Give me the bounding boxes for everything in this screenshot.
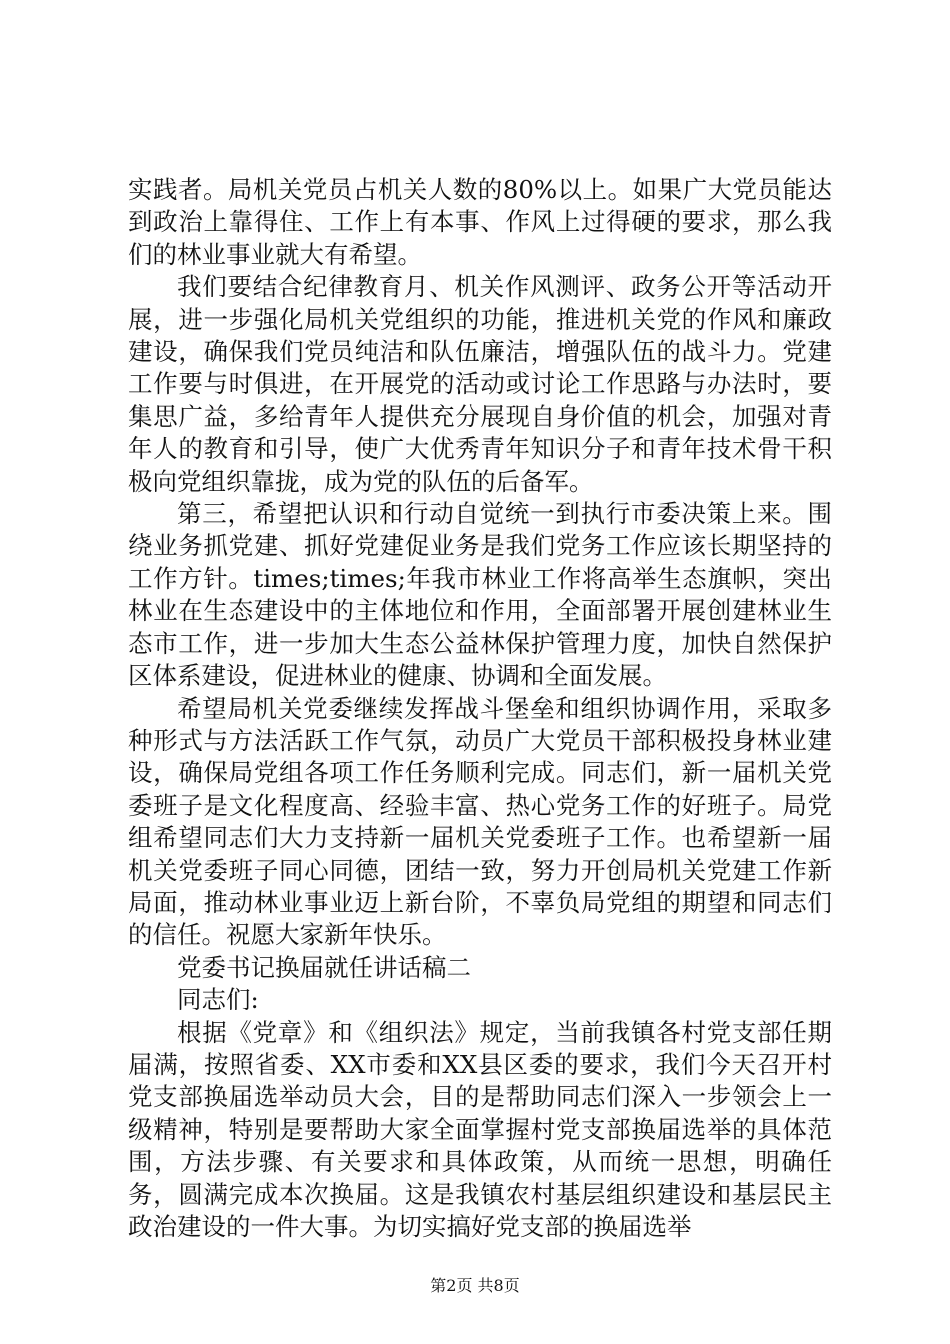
document-body	[128, 174, 832, 1243]
section-heading: 党委书记换届就任讲话稿二	[177, 952, 471, 982]
salutation: 同志们:	[177, 985, 259, 1015]
paragraph-4: 希望局机关党委继续发挥战斗堡垒和组织协调作用，采取多种形式与方法活跃工作气氛，动员广大党员干部积极投身林业建设，确保局党组各项工作任务顺利完成。同志们，新一届机关党委班子是文化程度高、经验丰富、热心党务工作的好班子。局党组希望同志们大力支持新一届机关党委班子工作。也希望新一届机关党委班子同心同德，团结一致，努力开创局机关党建工作新局面，推动林业事业迈上新台阶，不辜负局党组的期望和同志们的信任。祝愿大家新年快乐。	[128, 693, 832, 950]
paragraph-5: 根据《党章》和《组织法》规定，当前我镇各村党支部任期届满，按照省委、XX市委和XX县区委的要求，我们今天召开村党支部换届选举动员大会，目的是帮助同志们深入一步领会上一级精神，特别是要帮助大家全面掌握村党支部换届选举的具体范围，方法步骤、有关要求和具体政策，从而统一思想，明确任务，圆满完成本次换届。这是我镇农村基层组织建设和基层民主政治建设的一件大事。为切实搞好党支部的换届选举	[128, 1017, 832, 1241]
paragraph-3: 第三，希望把认识和行动自觉统一到执行市委决策上来。围绕业务抓党建、抓好党建促业务是我们党务工作应该长期坚持的工作方针。times;times;年我市林业工作将高举生态旗帜，突出林业在生态建设中的主体地位和作用，全面部署开展创建林业生态市工作，进一步加大生态公益林保护管理力度，加快自然保护区体系建设，促进林业的健康、协调和全面发展。	[128, 499, 832, 691]
page-number-footer: 第2页 共8页	[430, 1276, 520, 1295]
paragraph-1: 实践者。局机关党员占机关人数的80%以上。如果广大党员能达到政治上靠得住、工作上有本事、作风上过得硬的要求，那么我们的林业事业就大有希望。	[128, 175, 832, 269]
paragraph-2: 我们要结合纪律教育月、机关作风测评、政务公开等活动开展，进一步强化局机关党组织的功能，推进机关党的作风和廉政建设，确保我们党员纯洁和队伍廉洁，增强队伍的战斗力。党建工作要与时俱进，在开展党的活动或讨论工作思路与办法时，要集思广益，多给青年人提供充分展现自身价值的机会，加强对青年人的教育和引导，使广大优秀青年知识分子和青年技术骨干积极向党组织靠拢，成为党的队伍的后备军。	[128, 272, 832, 496]
